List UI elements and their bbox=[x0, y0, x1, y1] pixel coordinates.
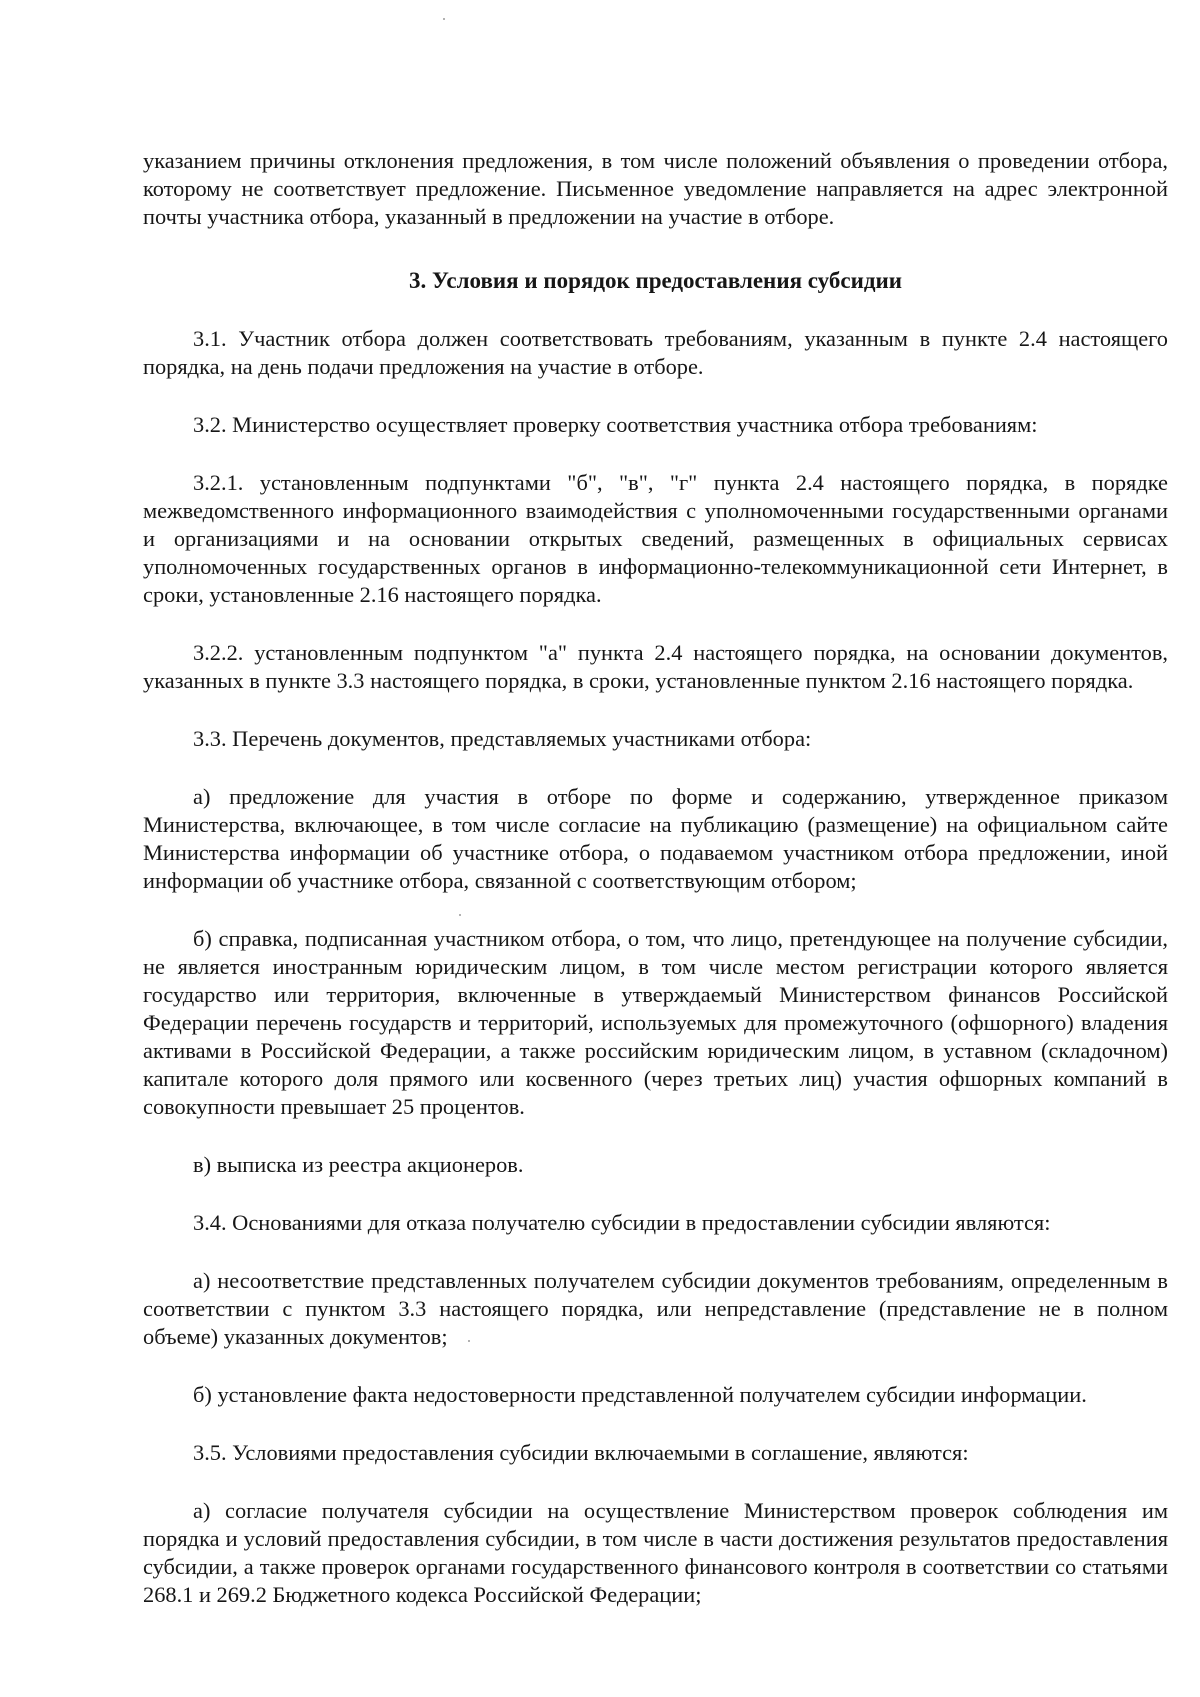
paragraph-3-3-a: а) предложение для участия в отборе по форме и содержанию, утвержденное приказом Министерства, включающее, в том числе согласие на публикацию (размещение) на официальном сайте Министерства информации об участнике отбора, о подаваемом участником отбора предложении, иной информации об участнике отбора, связанной с соответствующим отбором; bbox=[143, 784, 1168, 893]
continuation-paragraph: указанием причины отклонения предложения, в том числе положений объявления о проведении отбора, которому не соответствует предложение. Письменное уведомление направляется на адрес электронной почты участника отбора, указанный в предложении на участие в отборе. bbox=[143, 148, 1168, 229]
document-page bbox=[143, 147, 1168, 1609]
paragraph-3-4-b: б) установление факта недостоверности представленной получателем субсидии информации. bbox=[193, 1382, 1087, 1407]
paragraph-3-2-2: 3.2.2. установленным подпунктом "а" пункта 2.4 настоящего порядка, на основании документов, указанных в пункте 3.3 настоящего порядка, в сроки, установленные пунктом 2.16 настоящего порядка. bbox=[143, 640, 1168, 693]
paragraph-3-4-a: а) несоответствие представленных получателем субсидии документов требованиям, определенным в соответствии с пунктом 3.3 настоящего порядка, или непредставление (представление не в полном объеме) указанных документов; bbox=[143, 1268, 1168, 1349]
paragraph-3-5: 3.5. Условиями предоставления субсидии включаемыми в соглашение, являются: bbox=[193, 1440, 969, 1465]
scan-speck bbox=[468, 1340, 470, 1342]
paragraph-3-3: 3.3. Перечень документов, представляемых участниками отбора: bbox=[193, 726, 812, 751]
paragraph-3-4: 3.4. Основаниями для отказа получателю субсидии в предоставлении субсидии являются: bbox=[193, 1210, 1051, 1235]
section-heading: 3. Условия и порядок предоставления субсидии bbox=[409, 268, 902, 293]
paragraph-3-1: 3.1. Участник отбора должен соответствовать требованиям, указанным в пункте 2.4 настоящего порядка, на день подачи предложения на участие в отборе. bbox=[143, 326, 1168, 379]
paragraph-3-5-a: а) согласие получателя субсидии на осуществление Министерством проверок соблюдения им порядка и условий предоставления субсидии, в том числе в части достижения результатов предоставления субсидии, а также проверок органами государственного финансового контроля в соответствии со статьями 268.1 и 269.2 Бюджетного кодекса Российской Федерации; bbox=[143, 1498, 1168, 1607]
scan-speck bbox=[459, 914, 461, 916]
paragraph-3-3-v: в) выписка из реестра акционеров. bbox=[193, 1152, 524, 1177]
paragraph-3-2: 3.2. Министерство осуществляет проверку соответствия участника отбора требованиям: bbox=[193, 412, 1038, 437]
paragraph-3-3-b: б) справка, подписанная участником отбора, о том, что лицо, претендующее на получение субсидии, не является иностранным юридическим лицом, в том числе местом регистрации которого является государство или территория, включенные в утверждаемый Министерством финансов Российской Федерации перечень государств и территорий, используемых для промежуточного (офшорного) владения активами в Российской Федерации, а также российским юридическим лицом, в уставном (складочном) капитале которого доля прямого или косвенного (через третьих лиц) участия офшорных компаний в совокупности превышает 25 процентов. bbox=[143, 926, 1168, 1119]
paragraph-3-2-1: 3.2.1. установленным подпунктами "б", "в", "г" пункта 2.4 настоящего порядка, в порядке межведомственного информационного взаимодействия с уполномоченными государственными органами и организациями и на основании открытых сведений, размещенных в официальных сервисах уполномоченных государственных органов в информационно-телекоммуникационной сети Интернет, в сроки, установленные 2.16 настоящего порядка. bbox=[143, 470, 1168, 607]
scan-speck bbox=[443, 18, 445, 20]
